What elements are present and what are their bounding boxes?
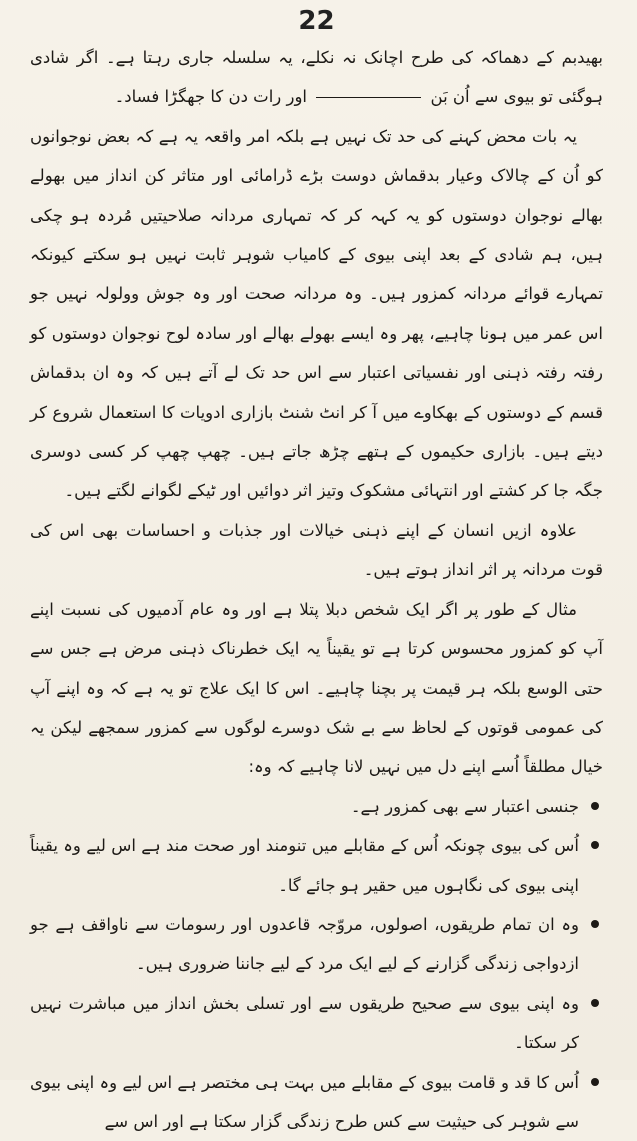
- list-item: [30, 984, 603, 1063]
- list-item-text: اُس کا قد و قامت بیوی کے مقابلے میں بہت ہی مختصر ہے اس لیے وہ اپنی بیوی سے شوہر کی حیثیت سے کس طرح زندگی گزار سکتا ہے اور اس سے: [30, 1072, 579, 1131]
- paragraph-2: یہ بات محض کہنے کی حد تک نہیں ہے بلکہ امر واقعہ یہ ہے کہ بعض نوجوانوں کو اُن کے چالاک وعیار بدقماش دوست بڑے ڈرامائی اور متاثر کن انداز میں بھولے بھالے نوجوان دوستوں کو یہ کہہ کر کہ تمہاری مردانہ صلاحیتیں مُردہ ہو چکی ہیں، ہم شادی کے بعد اپنی بیوی کے کامیاب شوہر ثابت نہیں ہو سکتے کیونکہ تمہارے قوائے مردانہ کمزور ہیں۔ وہ مردانہ صحت اور وہ جوش وولولہ نہیں جو اس عمر میں ہونا چاہیے، پھر وہ ایسے بھولے بھالے اور سادہ لوح نوجوان دوستوں کو رفتہ رفتہ ذہنی اور نفسیاتی اعتبار سے اس حد تک لے آتے ہیں کہ وہ ان بدقماش قسم کے دوستوں کے بھکاوے میں آ کر انٹ شنٹ بازاری ادویات کا استعمال شروع کر دیتے ہیں۔ بازاری حکیموں کے ہتھے چڑھ جاتے ہیں۔ چھپ چھپ کر کسی دوسری جگہ جا کر کشتے اور انتہائی مشکوک وتیز اثر دوائیں اور ٹیکے لگوانے لگتے ہیں۔: [30, 126, 603, 501]
- bullet-icon: [591, 802, 599, 810]
- paragraph-4: مثال کے طور پر اگر ایک شخص دبلا پتلا ہے اور وہ عام آدمیوں کی نسبت اپنے آپ کو کمزور محسوس کرتا ہے تو یقیناً یہ ایک خطرناک ذہنی مرض ہے جس سے حتی الوسع بلکہ ہر قیمت پر بچنا چاہیے۔ اس کا ایک علاج تو یہ ہے کہ وہ اپنے آپ کی عمومی قوتوں کے لحاظ سے بے شک دوسرے لوگوں سے کمزور سمجھے لیکن یہ خیال مطلقاً اُسے اپنے دل میں نہیں لانا چاہیے کہ وہ:: [30, 599, 603, 777]
- list-item-text: وہ اپنی بیوی سے صحیح طریقوں سے اور تسلی بخش انداز میں مباشرت نہیں کر سکتا۔: [30, 993, 579, 1053]
- bullet-icon: [591, 841, 599, 849]
- paragraph-1: [30, 38, 603, 117]
- list-item-text: اُس کی بیوی چونکہ اُس کے مقابلے میں تنومند اور صحت مند ہے اس لیے وہ یقیناً اپنی بیوی کی نگاہوں میں حقیر ہو جائے گا۔: [30, 836, 579, 895]
- bullet-list: [30, 787, 603, 1141]
- bullet-icon: [591, 999, 599, 1007]
- list-item: [30, 787, 603, 826]
- bullet-icon: [591, 920, 599, 928]
- paragraph-1-part-1: بھیدبم کے دھماکہ کی طرح اچانک نہ نکلے، یہ سلسلہ جاری رہتا ہے۔ اگر شادی ہوگئی تو بیوی سے اُن بَن: [30, 48, 603, 107]
- page-number: 22: [298, 6, 335, 36]
- list-item-text: وہ ان تمام طریقوں، اصولوں، مروّجہ قاعدوں اور رسومات سے ناواقف ہے جو ازدواجی زندگی گزارنے کے لیے ایک مرد کے لیے جاننا ضروری ہیں۔: [30, 914, 579, 974]
- list-item: [30, 1063, 603, 1141]
- paragraph-1-part-2: اور رات دن کا جھگڑا فساد۔: [114, 87, 308, 107]
- bullet-icon: [591, 1078, 599, 1086]
- list-item-text: جنسی اعتبار سے بھی کمزور ہے۔: [350, 796, 579, 816]
- page-body: [30, 38, 603, 1141]
- paragraph-3: علاوہ ازیں انسان کے اپنے ذہنی خیالات اور جذبات و احساسات بھی اس کی قوت مردانہ پر اثر انداز ہوتے ہیں۔: [30, 520, 603, 580]
- list-item: [30, 826, 603, 905]
- blank-line: [316, 97, 421, 98]
- list-item: [30, 905, 603, 984]
